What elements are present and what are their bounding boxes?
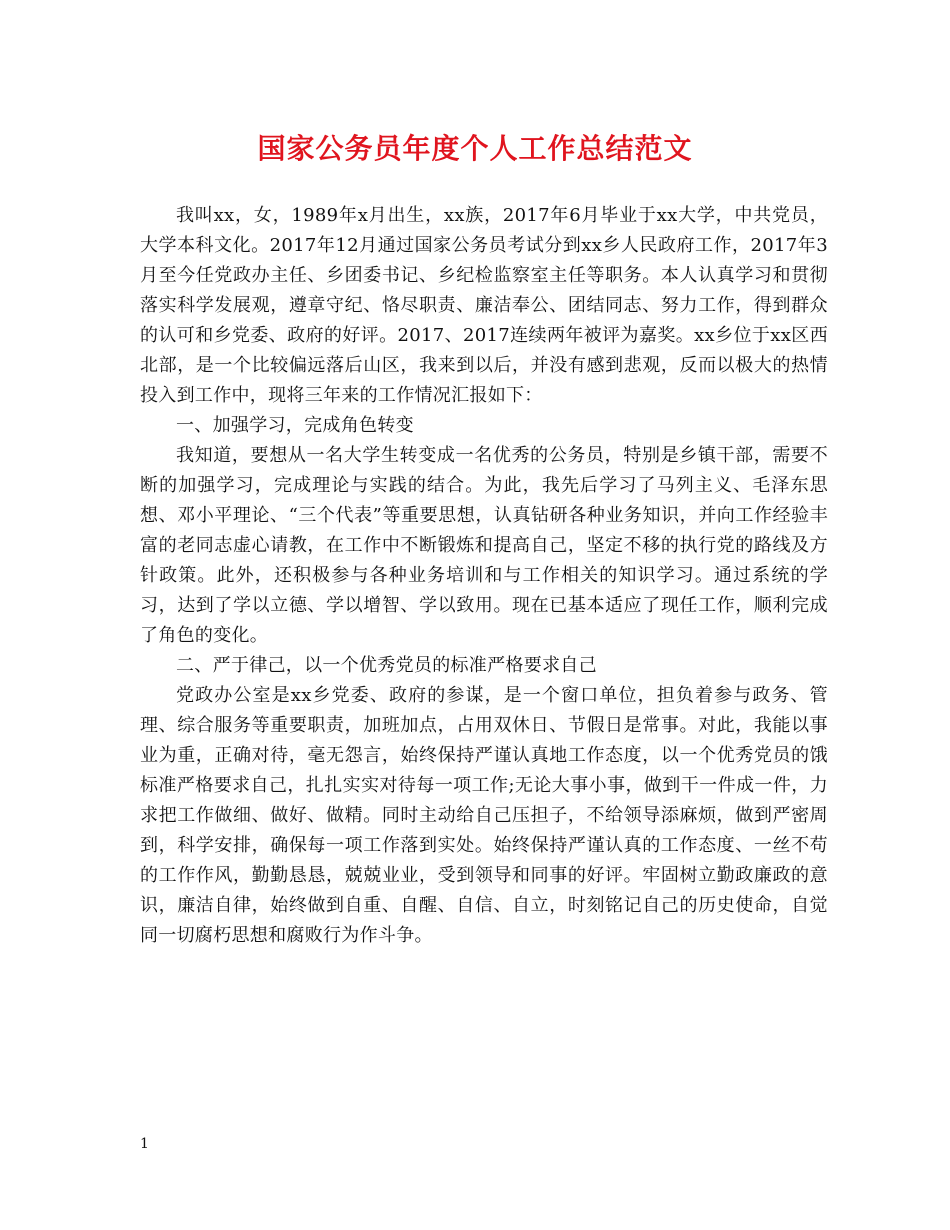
section-1-paragraph: 我知道，要想从一名大学生转变成一名优秀的公务员，特别是乡镇干部，需要不断的加强学习，完成理论与实践的结合。为此，我先后学习了马列主义、毛泽东思想、邓小平理论、“三个代表”等重要思想，认真钻研各种业务知识，并向工作经验丰富的老同志虚心请教，在工作中不断锻炼和提高自己，坚定不移的执行党的路线及方针政策。此外，还积极参与各种业务培训和与工作相关的知识学习。通过系统的学习，达到了学以立德、学以增智、学以致用。现在已基本适应了现任工作，顺利完成了角色的变化。 bbox=[140, 445, 828, 646]
intro-paragraph: 我叫xx，女，1989年x月出生，xx族，2017年6月毕业于xx大学，中共党员，大学本科文化。2017年12月通过国家公务员考试分到xx乡人民政府工作，2017年3月至今任党政办主任、乡团委书记、乡纪检监察室主任等职务。本人认真学习和贯彻落实科学发展观，遵章守纪、恪尽职责、廉洁奉公、团结同志、努力工作，得到群众的认可和乡党委、政府的好评。2017、2017连续两年被评为嘉奖。xx乡位于xx区西北部，是一个比较偏远落后山区，我来到以后，并没有感到悲观，反而以极大的热情投入到工作中，现将三年来的工作情况汇报如下： bbox=[140, 205, 828, 406]
document-title: 国家公务员年度个人工作总结范文 bbox=[257, 132, 693, 165]
section-2-paragraph: 党政办公室是xx乡党委、政府的参谋，是一个窗口单位，担负着参与政务、管理、综合服务等重要职责，加班加点，占用双休日、节假日是常事。对此，我能以事业为重，正确对待，毫无怨言，始终保持严谨认真地工作态度，以一个优秀党员的饿标准严格要求自己，扎扎实实对待每一项工作;无论大事小事，做到干一件成一件，力求把工作做细、做好、做精。同时主动给自己压担子，不给领导添麻烦，做到严密周到，科学安排，确保每一项工作落到实处。始终保持严谨认真的工作态度、一丝不苟的工作作风，勤勤恳恳，兢兢业业，受到领导和同事的好评。牢固树立勤政廉政的意识，廉洁自律，始终做到自重、自醒、自信、自立，时刻铭记自己的历史使命，自觉同一切腐朽思想和腐败行为作斗争。 bbox=[140, 685, 828, 946]
section-heading-1: 一、加强学习，完成角色转变 bbox=[176, 415, 414, 436]
section-heading-2: 二、严于律己，以一个优秀党员的标准严格要求自己 bbox=[176, 655, 597, 676]
document-body bbox=[140, 201, 828, 951]
page-number: 1 bbox=[140, 1136, 149, 1152]
